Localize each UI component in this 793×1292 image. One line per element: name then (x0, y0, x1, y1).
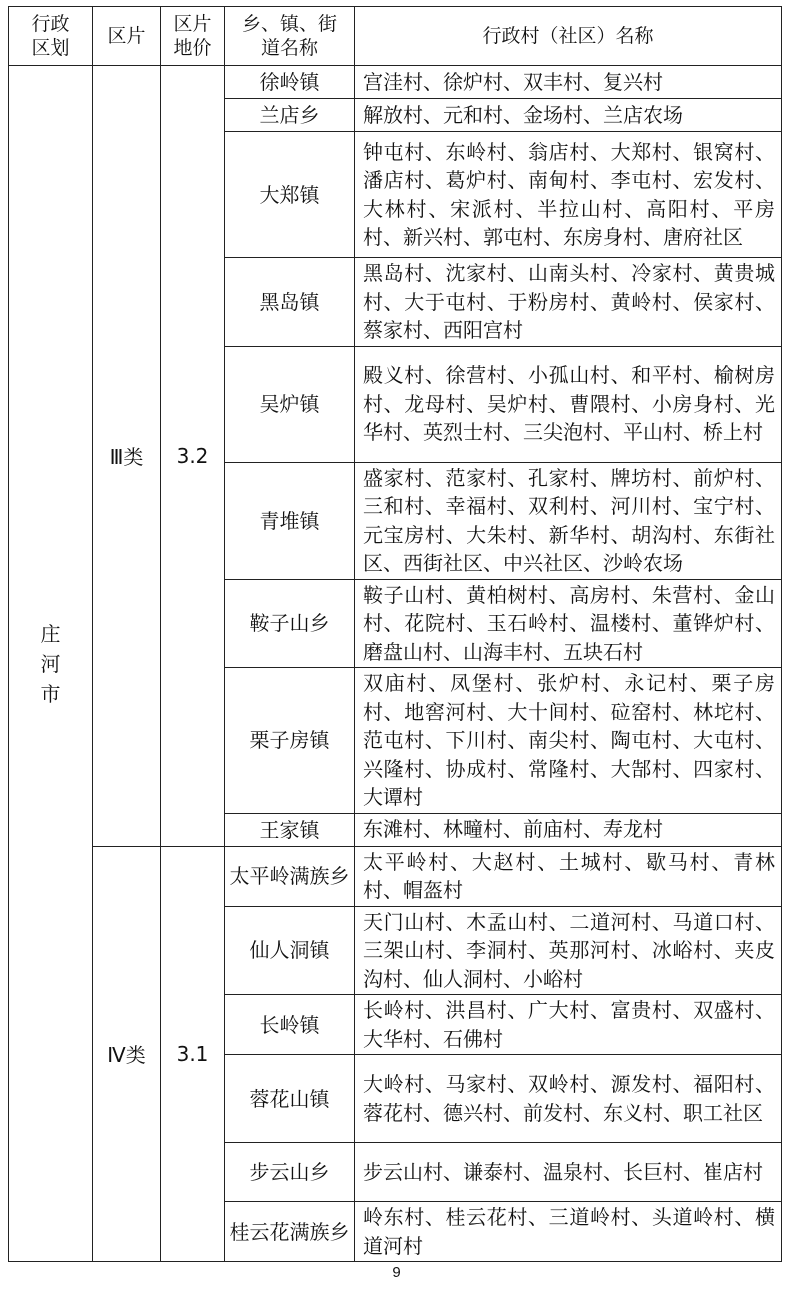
town-name: 吴炉镇 (225, 346, 355, 462)
village-list: 大岭村、马家村、双岭村、源发村、福阳村、蓉花村、德兴村、前发村、东义村、职工社区 (355, 1055, 782, 1143)
region-cell: 庄河市 (9, 66, 93, 1262)
town-name: 太平岭满族乡 (225, 846, 355, 906)
zone-category: Ⅲ类 (93, 66, 161, 847)
town-name: 步云山乡 (225, 1143, 355, 1202)
town-name: 黑岛镇 (225, 258, 355, 347)
village-list: 天门山村、木孟山村、二道河村、马道口村、三架山村、李洞村、英那河村、冰峪村、夹皮沟村、仙人洞村、小峪村 (355, 906, 782, 995)
header-price: 区片地价 (161, 7, 225, 66)
header-region: 行政区划 (9, 7, 93, 66)
village-list: 双庙村、凤堡村、张炉村、永记村、栗子房村、地窖河村、大十间村、砬窑村、林坨村、范屯村、下川村、南尖村、陶屯村、大屯村、兴隆村、协成村、常隆村、大郜村、四家村、大谭村 (355, 668, 782, 814)
town-name: 王家镇 (225, 813, 355, 846)
zone-category: Ⅳ类 (93, 846, 161, 1262)
village-list: 东滩村、林疃村、前庙村、寿龙村 (355, 813, 782, 846)
village-list: 盛家村、范家村、孔家村、牌坊村、前炉村、三和村、幸福村、双利村、河川村、宝宁村、元宝房村、大朱村、新华村、胡沟村、东街社区、西街社区、中兴社区、沙岭农场 (355, 462, 782, 579)
town-name: 徐岭镇 (225, 66, 355, 99)
table-row (9, 846, 782, 906)
town-name: 栗子房镇 (225, 668, 355, 814)
village-list: 解放村、元和村、金场村、兰店农场 (355, 99, 782, 132)
town-name: 桂云花满族乡 (225, 1202, 355, 1262)
village-list: 太平岭村、大赵村、土城村、歇马村、青林村、帽盔村 (355, 846, 782, 906)
header-town: 乡、镇、街道名称 (225, 7, 355, 66)
header-zone: 区片 (93, 7, 161, 66)
page-number: 9 (392, 1264, 401, 1281)
village-list: 殿义村、徐营村、小孤山村、和平村、榆树房村、龙母村、吴炉村、曹隈村、小房身村、光华村、英烈士村、三尖泡村、平山村、桥上村 (355, 346, 782, 462)
table-row (9, 66, 782, 99)
header-row (9, 7, 782, 66)
zone-price: 3.2 (161, 66, 225, 847)
village-list: 鞍子山村、黄柏树村、高房村、朱营村、金山村、花院村、玉石岭村、温楼村、董铧炉村、磨盘山村、山海丰村、五块石村 (355, 579, 782, 668)
village-list: 宫洼村、徐炉村、双丰村、复兴村 (355, 66, 782, 99)
town-name: 蓉花山镇 (225, 1055, 355, 1143)
town-name: 鞍子山乡 (225, 579, 355, 668)
village-list: 步云山村、谦泰村、温泉村、长巨村、崔店村 (355, 1143, 782, 1202)
town-name: 兰店乡 (225, 99, 355, 132)
village-list: 岭东村、桂云花村、三道岭村、头道岭村、横道河村 (355, 1202, 782, 1262)
zone-price: 3.1 (161, 846, 225, 1262)
village-list: 钟屯村、东岭村、翁店村、大郑村、银窝村、潘店村、葛炉村、南甸村、李屯村、宏发村、大林村、宋派村、半拉山村、高阳村、平房村、新兴村、郭屯村、东房身村、唐府社区 (355, 132, 782, 258)
town-name: 大郑镇 (225, 132, 355, 258)
village-list: 长岭村、洪昌村、广大村、富贵村、双盛村、大华村、石佛村 (355, 995, 782, 1055)
town-name: 长岭镇 (225, 995, 355, 1055)
village-list: 黑岛村、沈家村、山南头村、冷家村、黄贵城村、大于屯村、于粉房村、黄岭村、侯家村、蔡家村、西阳宫村 (355, 258, 782, 347)
header-villages: 行政村（社区）名称 (355, 7, 782, 66)
town-name: 仙人洞镇 (225, 906, 355, 995)
town-name: 青堆镇 (225, 462, 355, 579)
land-price-table (8, 6, 782, 1262)
